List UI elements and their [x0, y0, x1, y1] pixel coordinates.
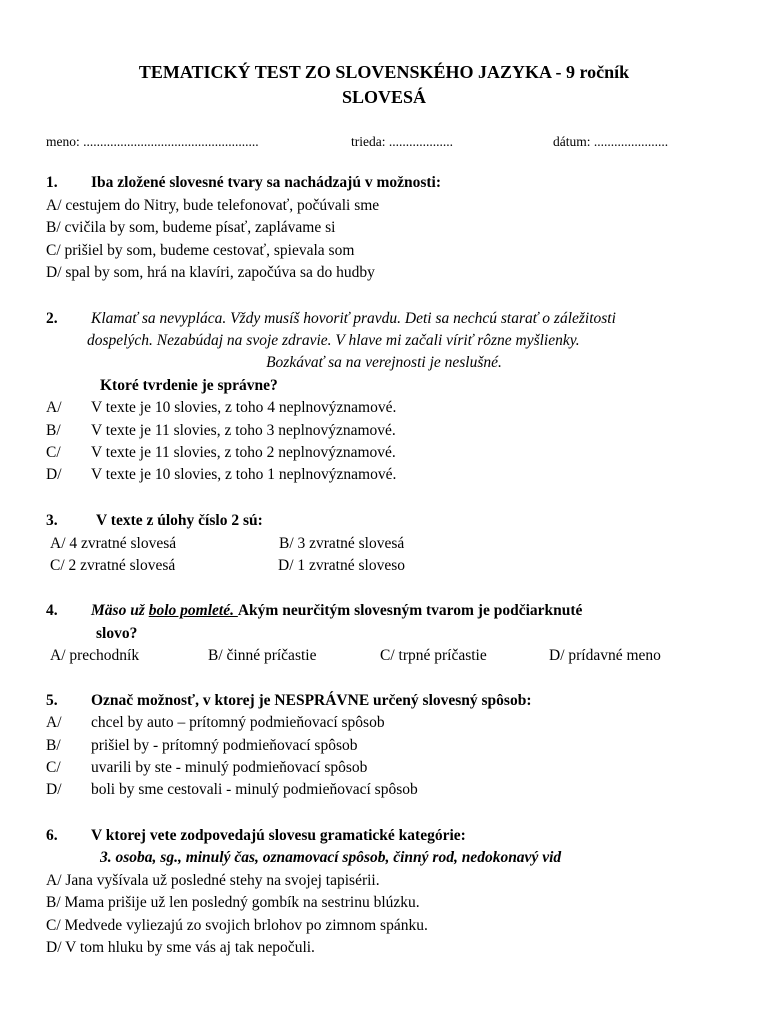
- option-text: boli by sme cestovali - minulý podmieňovací spôsob: [91, 781, 418, 798]
- option-label: C/: [46, 444, 61, 461]
- q4-underlined-phrase: bolo pomleté.: [148, 602, 238, 619]
- q4-option-d: D/ prídavné meno: [549, 647, 661, 664]
- question-number: 4.: [46, 602, 58, 619]
- q1-option-d: D/ spal by som, hrá na klavíri, započúva sa do hudby: [46, 264, 375, 281]
- question-number: 1.: [46, 174, 58, 191]
- option-label: D/: [46, 781, 62, 798]
- q6-option-c: C/ Medvede vyliezajú zo svojich brlohov po zimnom spánku.: [46, 917, 428, 934]
- q2-question: Ktoré tvrdenie je správne?: [100, 377, 278, 394]
- option-text: V texte je 10 slovies, z toho 1 neplnovýznamové.: [91, 466, 397, 483]
- q3-option-b: B/ 3 zvratné slovesá: [279, 535, 405, 552]
- option-label: D/: [46, 466, 62, 483]
- question-number: 3.: [46, 512, 58, 529]
- question-text: V ktorej vete zodpovedajú slovesu gramatické kategórie:: [91, 827, 466, 844]
- q1-option-b: B/ cvičila by som, budeme písať, zaplávame si: [46, 219, 336, 236]
- question-number: 6.: [46, 827, 58, 844]
- date-field: dátum: ......................: [553, 134, 669, 149]
- q4-sentence-prefix: Mäso už: [91, 602, 149, 619]
- q4-option-c: C/ trpné príčastie: [380, 647, 487, 664]
- question-5: [46, 691, 532, 711]
- q4-question-line-2: slovo?: [96, 625, 138, 642]
- q5-option-c: [46, 758, 367, 778]
- q3-option-a: A/ 4 zvratné slovesá: [50, 535, 177, 552]
- option-text: V texte je 11 slovies, z toho 2 neplnovýznamové.: [91, 444, 396, 461]
- question-1: [46, 173, 441, 193]
- option-text: V texte je 10 slovies, z toho 4 neplnovýznamové.: [91, 399, 397, 416]
- option-label: A/: [46, 399, 62, 416]
- q5-option-a: [46, 713, 385, 733]
- q2-passage-line-3: Bozkávať sa na verejnosti je neslušné.: [266, 354, 502, 371]
- q6-option-a: A/ Jana vyšívala už posledné stehy na svojej tapisérii.: [46, 872, 380, 889]
- q2-passage-line-1: Klamať sa nevypláca. Vždy musíš hovoriť pravdu. Deti sa nechcú starať o záležitosti: [91, 310, 616, 327]
- name-field: meno: ....................................................: [46, 134, 259, 149]
- question-text: Iba zložené slovesné tvary sa nachádzajú v možnosti:: [91, 174, 442, 191]
- question-text: Akým neurčitým slovesným tvarom je podčiarknuté: [237, 602, 583, 619]
- q5-option-b: [46, 736, 357, 756]
- option-label: B/: [46, 422, 61, 439]
- question-3: [46, 511, 263, 531]
- q1-option-c: C/ prišiel by som, budeme cestovať, spievala som: [46, 242, 355, 259]
- option-label: A/: [46, 714, 62, 731]
- question-4: [46, 601, 582, 621]
- option-label: C/: [46, 759, 61, 776]
- q5-option-d: [46, 780, 418, 800]
- q3-option-c: C/ 2 zvratné slovesá: [50, 557, 176, 574]
- q3-option-d: D/ 1 zvratné sloveso: [278, 557, 405, 574]
- q2-option-d: [46, 465, 396, 485]
- q2-passage-line-2: dospelých. Nezabúdaj na svoje zdravie. V hlave mi začali víriť rôzne myšlienky.: [87, 332, 580, 349]
- test-subtitle: SLOVESÁ: [341, 87, 427, 107]
- question-text: V texte z úlohy číslo 2 sú:: [96, 512, 263, 529]
- q6-option-d: D/ V tom hluku by sme vás aj tak nepočuli.: [46, 939, 315, 956]
- q6-option-b: B/ Mama prišije už len posledný gombík na sestrinu blúzku.: [46, 894, 420, 911]
- question-number: 2.: [46, 310, 58, 327]
- q2-option-c: [46, 443, 396, 463]
- option-text: prišiel by - prítomný podmieňovací spôsob: [91, 737, 358, 754]
- option-label: B/: [46, 737, 61, 754]
- option-text: V texte je 11 slovies, z toho 3 neplnovýznamové.: [91, 422, 396, 439]
- question-2: [46, 309, 616, 329]
- q2-option-b: [46, 421, 396, 441]
- option-text: chcel by auto – prítomný podmieňovací spôsob: [91, 714, 385, 731]
- test-title: TEMATICKÝ TEST ZO SLOVENSKÉHO JAZYKA - 9 ročník: [138, 62, 630, 82]
- option-text: uvarili by ste - minulý podmieňovací spôsob: [91, 759, 368, 776]
- q4-option-b: B/ činné príčastie: [208, 647, 317, 664]
- class-field: trieda: ...................: [351, 134, 453, 149]
- question-text: Označ možnosť, v ktorej je NESPRÁVNE určený slovesný spôsob:: [91, 692, 532, 709]
- question-number: 5.: [46, 692, 58, 709]
- q2-option-a: [46, 398, 396, 418]
- question-6: [46, 826, 466, 846]
- q4-option-a: A/ prechodník: [50, 647, 140, 664]
- q6-categories: 3. osoba, sg., minulý čas, oznamovací spôsob, činný rod, nedokonavý vid: [100, 849, 562, 866]
- q1-option-a: A/ cestujem do Nitry, bude telefonovať, počúvali sme: [46, 197, 380, 214]
